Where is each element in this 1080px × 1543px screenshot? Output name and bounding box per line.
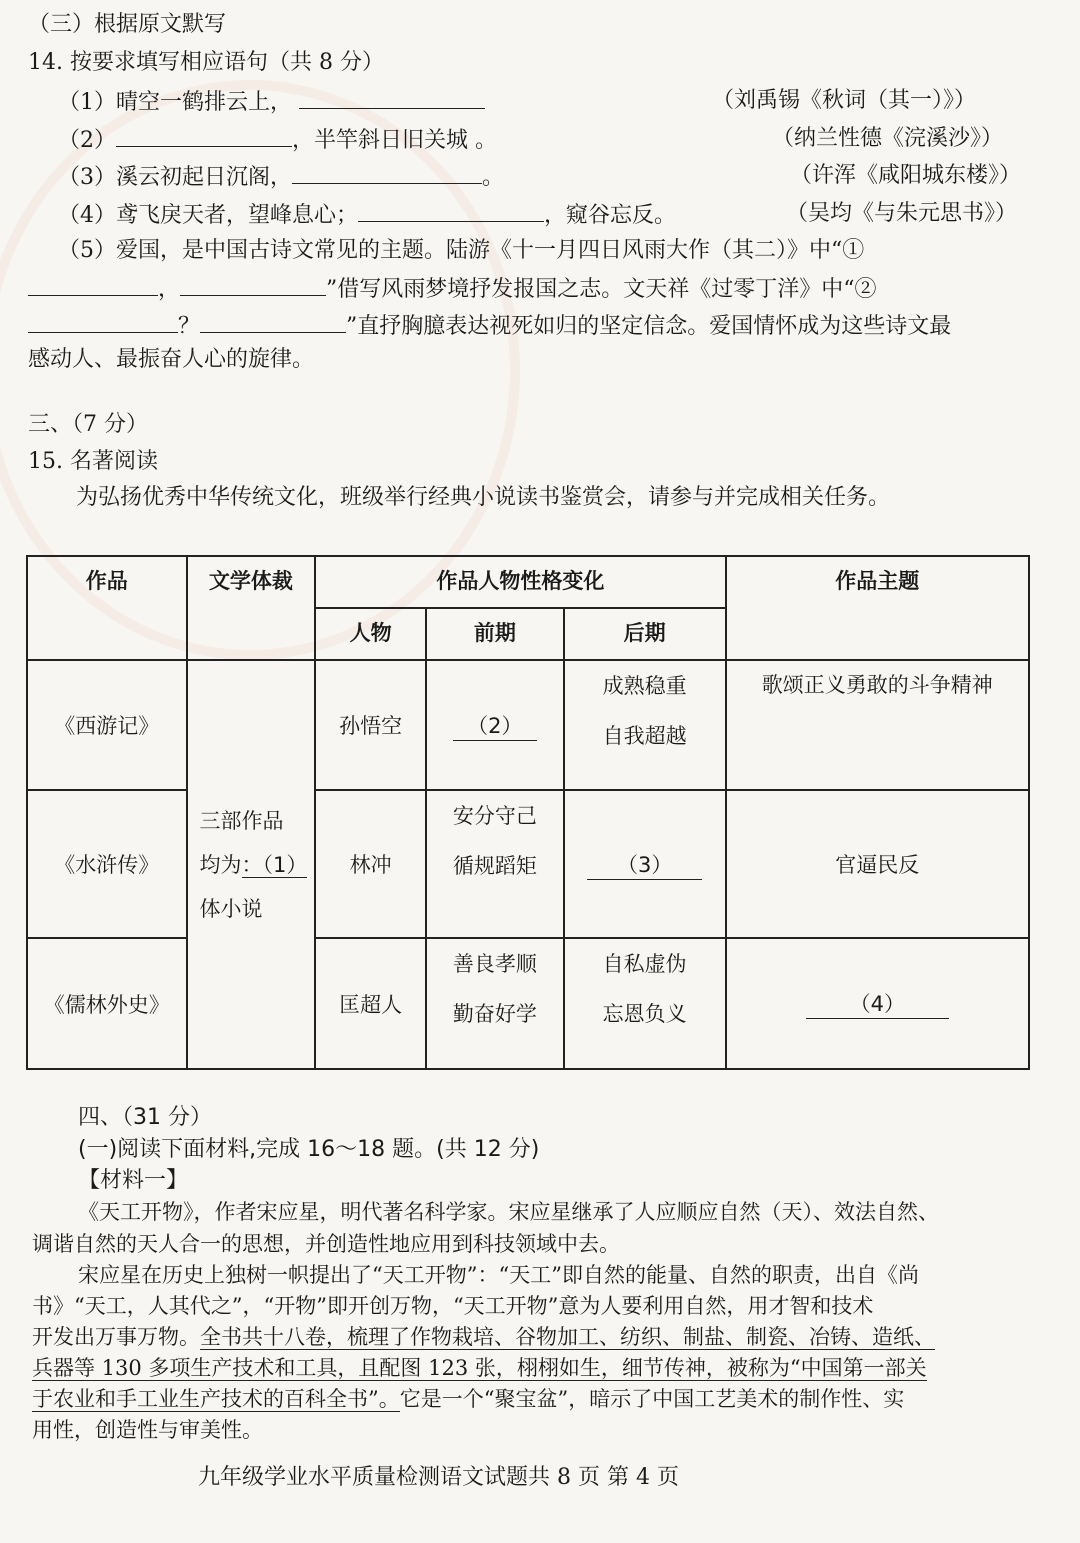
early-cell (426, 938, 564, 1069)
item-text: ，半竿斜日旧关城 。 (292, 128, 497, 153)
answer-blank[interactable] (292, 161, 482, 184)
header-theme: 作品主题 (726, 556, 1029, 660)
answer-blank-1[interactable]: ：（1） (241, 852, 308, 877)
item-number: （3） (58, 165, 116, 190)
late-cell (564, 660, 726, 790)
genre-cell (187, 660, 316, 1069)
part-4-heading: 四、（31 分） (78, 1105, 212, 1130)
item-text: 溪云初起日沉阁， (116, 165, 293, 190)
late-trait: 成熟稳重 (602, 674, 687, 698)
separator: ？ (178, 314, 201, 339)
q14-item-5-line-2 (28, 273, 877, 305)
answer-blank[interactable] (358, 199, 544, 222)
genre-line (200, 843, 315, 887)
part-4-subheading: (一)阅读下面材料,完成 16～18 题。(共 12 分) (78, 1137, 540, 1162)
theme-cell: 歌颂正义勇敢的斗争精神 (726, 660, 1029, 790)
header-person: 人物 (315, 608, 426, 660)
item-text: ，窥谷忘反。 (544, 203, 677, 228)
q14-item-5-line-4: 感动人、最振奋人心的旋律。 (28, 347, 315, 372)
answer-blank-4[interactable]: （4） (806, 988, 949, 1019)
header-genre: 文学体裁 (187, 556, 316, 660)
late-trait: 自私虚伪 (602, 952, 687, 976)
q14-item-2-source: （纳兰性德《浣溪沙》） (772, 126, 1004, 151)
underlined-text: 于农业和手工业生产技术的百科全书”。 (32, 1387, 400, 1411)
person-cell: 林冲 (315, 790, 426, 938)
q14-item-4 (58, 199, 676, 231)
answer-blank[interactable] (299, 86, 485, 109)
header-work: 作品 (27, 556, 187, 660)
underlined-text: 全书共十八卷，梳理了作物栽培、谷物加工、纺织、制盐、制瓷、冶铸、造纸、 (200, 1325, 935, 1349)
early-trait: 安分守己 (452, 804, 537, 828)
underlined-text: 兵器等 130 多项生产技术和工具，且配图 123 张，栩栩如生，细节传神，被称为“中国第一部关 (32, 1356, 927, 1380)
paragraph-2-line-5 (32, 1384, 904, 1414)
early-trait: 勤奋好学 (452, 1002, 537, 1026)
answer-blank-3[interactable]: （3） (587, 849, 702, 880)
answer-blank[interactable] (180, 273, 326, 296)
section-heading: （三）根据原文默写 (28, 12, 227, 37)
item-number: （4） (58, 203, 116, 228)
item-number: （2） (58, 128, 116, 153)
early-cell (426, 790, 564, 938)
item-text: 。 (482, 165, 505, 190)
late-cell (564, 938, 726, 1069)
header-late: 后期 (564, 608, 726, 660)
question-15-title: 15. 名著阅读 (28, 449, 158, 474)
paragraph-2-line-4 (32, 1353, 927, 1383)
early-trait: 善良孝顺 (452, 952, 537, 976)
paragraph-2-line-3 (32, 1322, 935, 1352)
q14-item-3 (58, 161, 504, 193)
early-cell (426, 660, 564, 790)
theme-cell: 官逼民反 (726, 790, 1029, 938)
answer-blank[interactable] (28, 310, 178, 333)
work-cell: 《儒林外史》 (27, 938, 187, 1069)
paragraph-1-line-2: 调谐自然的天人合一的思想，并创造性地应用到科技领域中去。 (32, 1232, 620, 1256)
genre-text: 均为 (199, 852, 242, 877)
work-cell: 《西游记》 (27, 660, 187, 790)
item-text: 鸢飞戾天者，望峰息心； (116, 203, 359, 228)
q14-item-4-source: （吴均《与朱元思书》） (786, 201, 1018, 226)
paragraph-1-line-1: 《天工开物》，作者宋应星，明代著名科学家。宋应星继承了人应顺应自然（天）、效法自然、 (78, 1200, 939, 1224)
question-15-intro: 为弘扬优秀中华传统文化，班级举行经典小说读书鉴赏会，请参与并完成相关任务。 (76, 485, 891, 510)
late-cell (564, 790, 726, 938)
paragraph-2-line-2: 书》“天工，人其代之”，“开物”即开创万物，“天工开物”意为人要利用自然，用才智和技术 (32, 1294, 874, 1318)
page-footer: 九年级学业水平质量检测语文试题共 8 页 第 4 页 (198, 1465, 679, 1490)
q14-item-2 (58, 124, 497, 156)
paragraph-2-line-1: 宋应星在历史上独树一帜提出了“天工开物”：“天工”即自然的能量、自然的职责，出自《尚 (78, 1263, 919, 1287)
q14-item-5-line-3 (28, 310, 951, 342)
late-trait: 自我超越 (602, 724, 687, 748)
plain-text: 开发出万事万物。 (32, 1325, 200, 1349)
person-cell: 匡超人 (315, 938, 426, 1069)
answer-blank[interactable] (28, 273, 158, 296)
paragraph-2-line-6: 用性，创造性与审美性。 (32, 1418, 263, 1442)
work-cell: 《水浒传》 (27, 790, 187, 938)
theme-cell (726, 938, 1029, 1069)
plain-text: 它是一个“聚宝盆”，暗示了中国工艺美术的制作性、实 (399, 1387, 905, 1411)
answer-blank[interactable] (116, 124, 292, 147)
header-character-change: 作品人物性格变化 (315, 556, 725, 608)
q14-item-5-line-1: （5）爱国，是中国古诗文常见的主题。陆游《十一月四日风雨大作（其二）》中“① (58, 238, 865, 263)
part-3-heading: 三、（7 分） (28, 412, 148, 437)
genre-line: 体小说 (199, 896, 263, 921)
genre-line: 三部作品 (199, 808, 284, 833)
q14-item-1-source: （刘禹锡《秋词（其一）》） (712, 88, 977, 113)
answer-blank-2[interactable]: （2） (453, 710, 536, 741)
question-14-title: 14. 按要求填写相应语句（共 8 分） (28, 50, 384, 75)
answer-blank[interactable] (200, 310, 346, 333)
item-text: ”直抒胸臆表达视死如归的坚定信念。爱国情怀成为这些诗文最 (346, 314, 952, 339)
q14-item-3-source: （许浑《咸阳城东楼》） (790, 163, 1022, 188)
material-1-label: 【材料一】 (78, 1168, 189, 1193)
header-early: 前期 (426, 608, 564, 660)
item-text: ”借写风雨梦境抒发报国之志。文天祥《过零丁洋》中“② (326, 277, 877, 302)
item-number: （1） (58, 90, 116, 115)
q14-item-1 (58, 86, 485, 118)
separator: ， (158, 277, 181, 302)
late-trait: 忘恩负义 (602, 1002, 687, 1026)
early-trait: 循规蹈矩 (452, 854, 537, 878)
item-text: 晴空一鹤排云上， (116, 90, 293, 115)
works-table (26, 555, 1030, 1070)
person-cell: 孙悟空 (315, 660, 426, 790)
